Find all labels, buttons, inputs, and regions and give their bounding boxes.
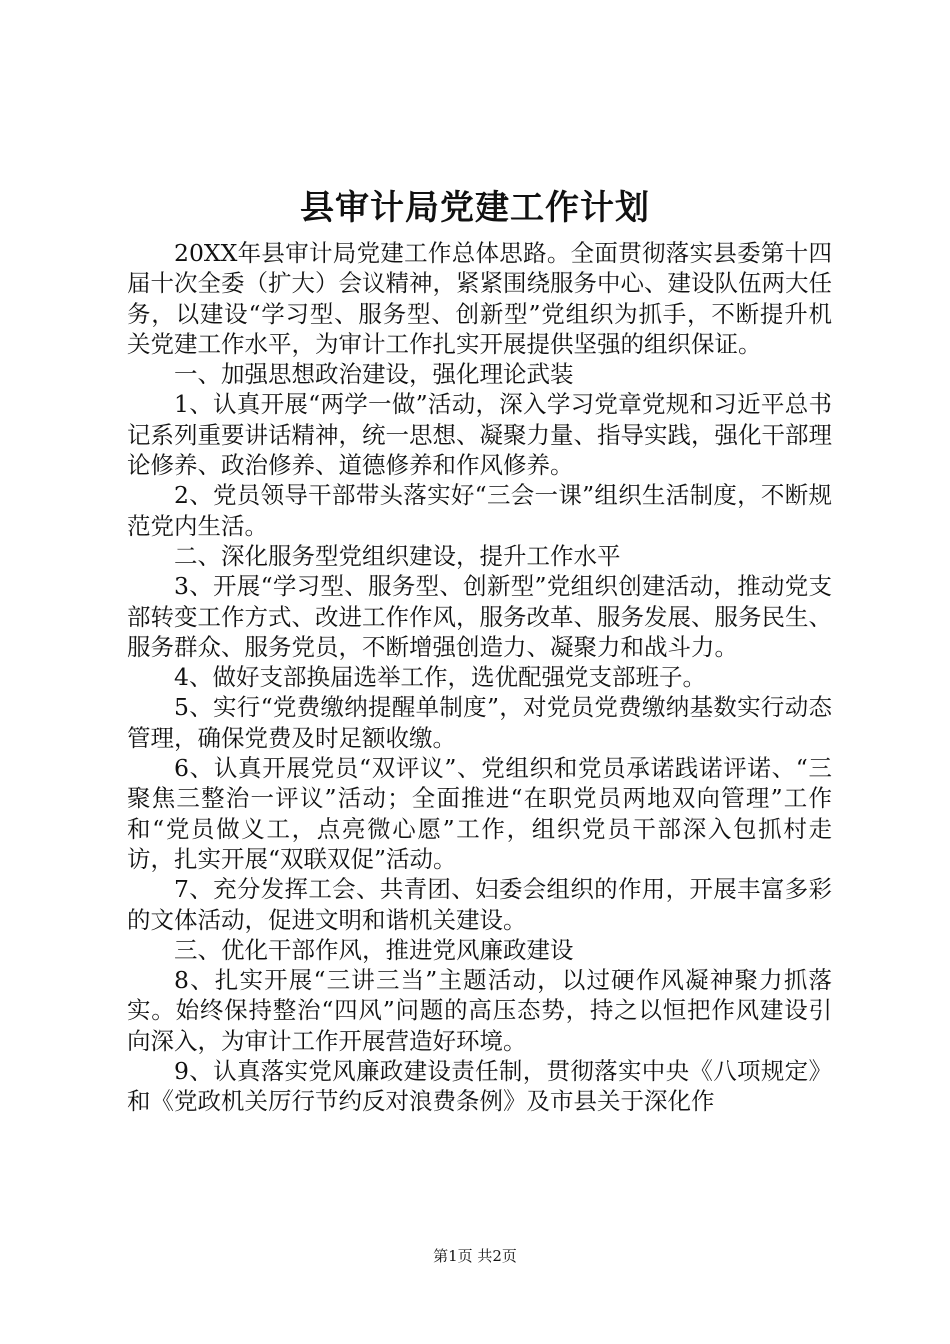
paragraph-item-4: 4、做好支部换届选举工作，选优配强党支部班子。: [174, 663, 706, 692]
paragraph-item-2: 2、党员领导干部带头落实好“三会一课”组织生活制度，不断规范党内生活。: [127, 481, 832, 540]
paragraph-item-1: 1、认真开展“两学一做”活动，深入学习党章党规和习近平总书记系列重要讲话精神，统一思想、凝聚力量、指导实践，强化干部理论修养、政治修养、道德修养和作风修养。: [127, 390, 832, 480]
paragraph-item-5: 5、实行“党费缴纳提醒单制度”，对党员党费缴纳基数实行动态管理，确保党费及时足额收缴。: [127, 693, 832, 752]
document-title: 县审计局党建工作计划: [300, 188, 650, 228]
paragraph-intro: 20XX年县审计局党建工作总体思路。全面贯彻落实县委第十四届十次全委（扩大）会议精神，紧紧围绕服务中心、建设队伍两大任务，以建设“学习型、服务型、创新型”党组织为抓手，不断提升机关党建工作水平，为审计工作扎实开展提供坚强的组织保证。: [127, 239, 832, 358]
section-heading-1: 一、加强思想政治建设，强化理论武装: [174, 360, 574, 389]
section-heading-2: 二、深化服务型党组织建设，提升工作水平: [174, 541, 621, 570]
paragraph-item-8: 8、扎实开展“三讲三当”主题活动，以过硬作风凝神聚力抓落实。始终保持整治“四风”问题的高压态势，持之以恒把作风建设引向深入，为审计工作开展营造好环境。: [127, 966, 832, 1055]
paragraph-item-7: 7、充分发挥工会、共青团、妇委会组织的作用，开展丰富多彩的文体活动，促进文明和谐机关建设。: [127, 875, 832, 934]
paragraph-item-9: 9、认真落实党风廉政建设责任制，贯彻落实中央《八项规定》和《党政机关厉行节约反对浪费条例》及市县关于深化作: [127, 1057, 832, 1116]
page-number-footer: 第1页 共2页: [433, 1247, 517, 1265]
document-body: [127, 238, 832, 1117]
section-heading-3: 三、优化干部作风，推进党风廉政建设: [174, 935, 574, 964]
paragraph-item-6: 6、认真开展党员“双评议”、党组织和党员承诺践诺评诺、“三聚焦三整治一评议”活动；全面推进“在职党员两地双向管理”工作和“党员做义工，点亮微心愿”工作，组织党员干部深入包抓村走访，扎实开展“双联双促”活动。: [127, 754, 832, 873]
paragraph-item-3: 3、开展“学习型、服务型、创新型”党组织创建活动，推动党支部转变工作方式、改进工作作风，服务改革、服务发展、服务民生、服务群众、服务党员，不断增强创造力、凝聚力和战斗力。: [127, 572, 832, 661]
